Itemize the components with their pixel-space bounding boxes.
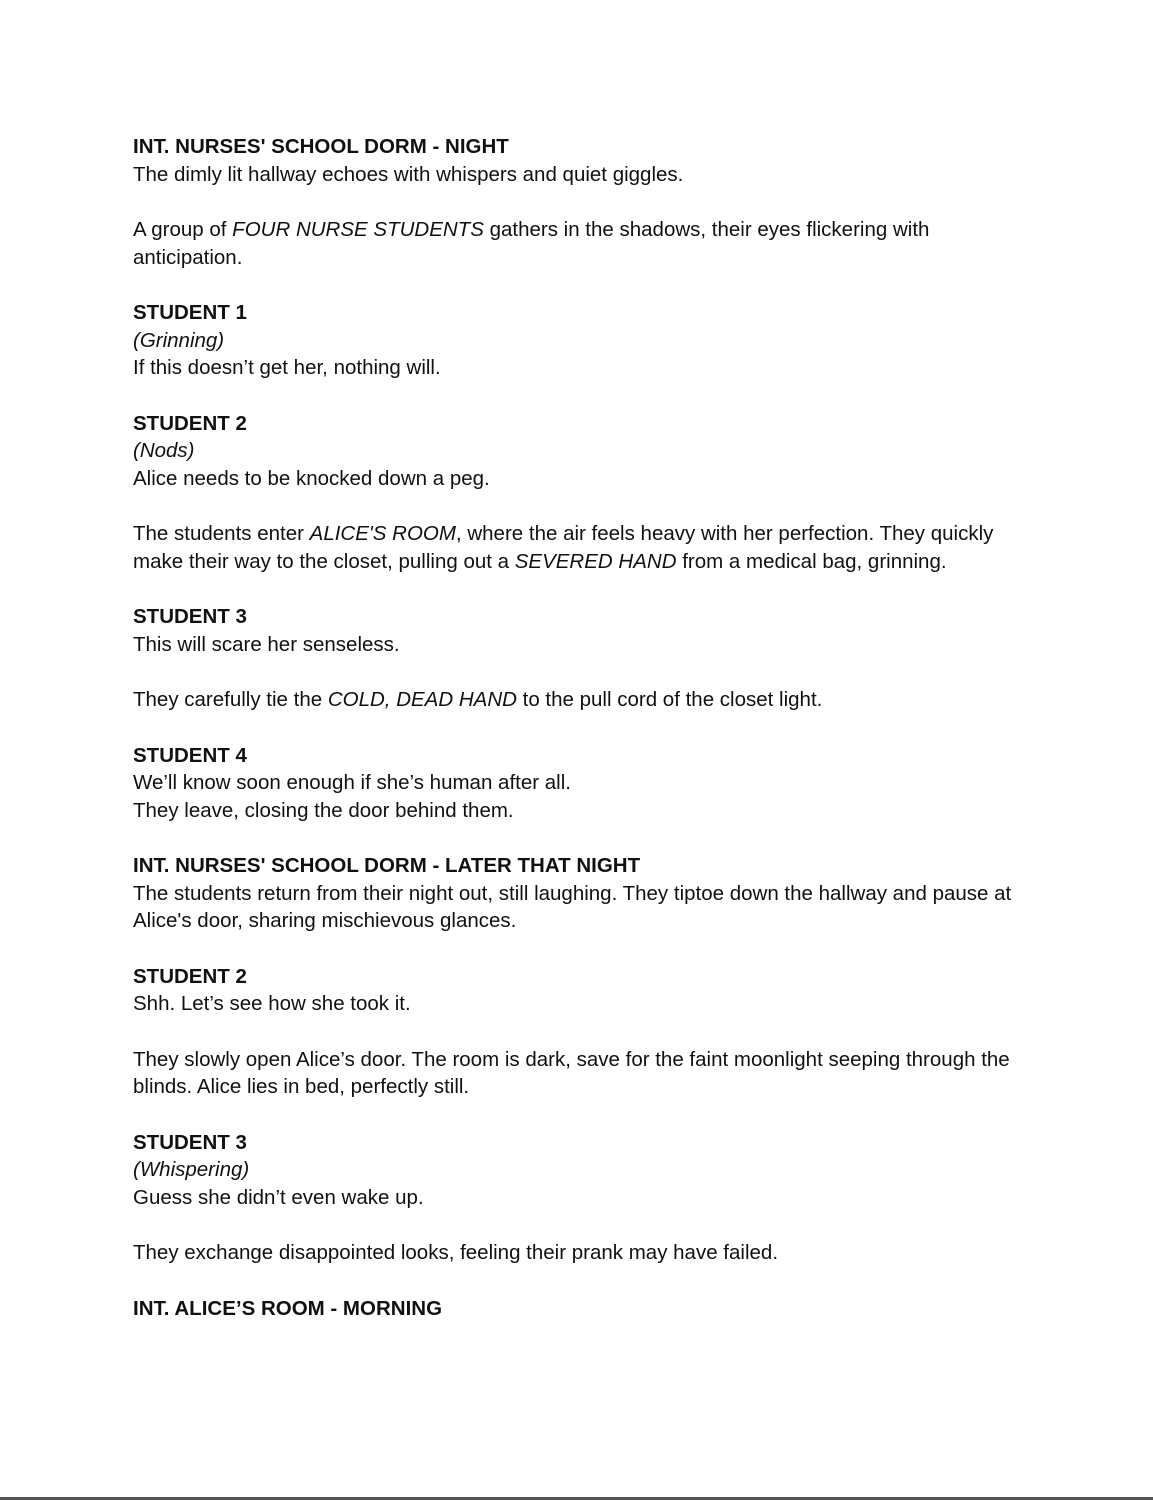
emphasis-text: ALICE'S ROOM <box>309 522 456 545</box>
dialogue-block <box>133 1129 1013 1212</box>
character-name: STUDENT 3 <box>133 1130 247 1154</box>
action-line: They slowly open Alice’s door. The room is dark, save for the faint moonlight seeping through the blinds. Alice lies in bed, perfectly still. <box>133 1047 1010 1098</box>
emphasis-text: SEVERED HAND <box>514 549 677 573</box>
action-line: The students enter ALICE'S ROOM, where the air feels heavy with her perfection. They quickly make their way to the closet, pulling out a SEVERED HAND from a medical bag, grinning. <box>133 522 994 573</box>
dialogue-block <box>133 603 1013 658</box>
script-page <box>133 133 1013 1322</box>
action-line: A group of FOUR NURSE STUDENTS gathers in the shadows, their eyes flickering with anticipation. <box>133 218 930 269</box>
parenthetical: (Grinning) <box>133 328 225 352</box>
character-name: STUDENT 1 <box>133 301 247 324</box>
parenthetical: (Nods) <box>133 439 195 462</box>
character-name: STUDENT 2 <box>133 964 247 988</box>
parenthetical: (Whispering) <box>133 1158 250 1181</box>
dialogue-line: This will scare her senseless. <box>133 632 400 656</box>
action-line: The dimly lit hallway echoes with whispers and quiet giggles. <box>133 162 684 186</box>
character-name: STUDENT 4 <box>133 743 247 767</box>
action-line: They leave, closing the door behind them. <box>133 798 514 822</box>
dialogue-line: We’ll know soon enough if she’s human after all. <box>133 771 571 794</box>
character-name: STUDENT 2 <box>133 411 247 435</box>
dialogue-block <box>133 963 1013 1018</box>
scene-heading: INT. NURSES' SCHOOL DORM - NIGHT <box>133 135 509 158</box>
dialogue-line: Alice needs to be knocked down a peg. <box>133 466 490 490</box>
dialogue-line: If this doesn’t get her, nothing will. <box>133 356 441 379</box>
action-line: They exchange disappointed looks, feeling their prank may have failed. <box>133 1241 779 1264</box>
dialogue-block <box>133 742 1013 825</box>
scene-heading: INT. NURSES' SCHOOL DORM - LATER THAT NIGHT <box>133 854 641 877</box>
action-line: The students return from their night out, still laughing. They tiptoe down the hallway and pause at Alice's door, sharing mischievous glances. <box>133 881 1012 932</box>
dialogue-line: Guess she didn’t even wake up. <box>133 1185 424 1209</box>
emphasis-text: COLD, DEAD HAND <box>327 688 517 711</box>
scene-heading: INT. ALICE’S ROOM - MORNING <box>133 1296 443 1320</box>
dialogue-line: Shh. Let’s see how she took it. <box>133 992 411 1015</box>
dialogue-block <box>133 410 1013 493</box>
emphasis-text: FOUR NURSE STUDENTS <box>232 218 484 241</box>
dialogue-block <box>133 299 1013 382</box>
character-name: STUDENT 3 <box>133 605 247 628</box>
action-line: They carefully tie the COLD, DEAD HAND to the pull cord of the closet light. <box>133 688 823 711</box>
